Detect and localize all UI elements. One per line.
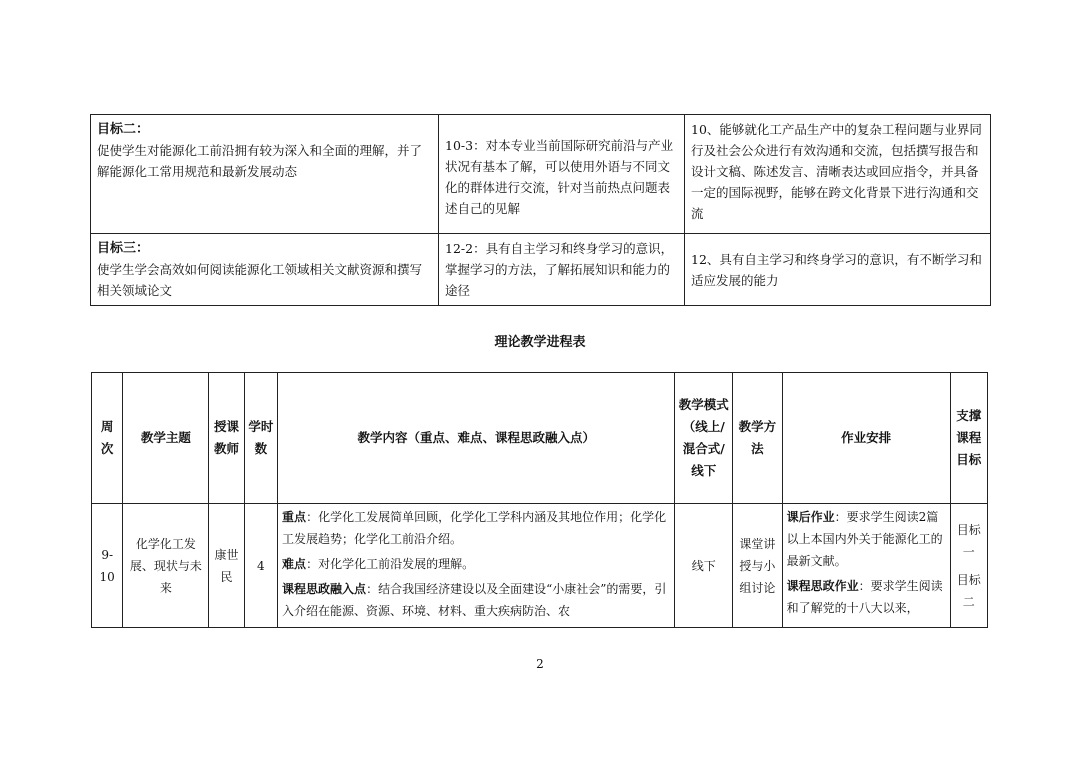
goal-2: 目标二: [956, 572, 981, 609]
objective-row: [91, 234, 991, 306]
page-number: 2: [536, 657, 544, 671]
ideology-point: [282, 578, 670, 622]
homework-item: [787, 506, 946, 572]
header-homework: 作业安排: [782, 373, 950, 504]
header-goal: 支撑课程目标: [950, 373, 987, 504]
header-week: 周次: [92, 373, 123, 504]
schedule-table: [91, 372, 988, 628]
homework-text: ：要求学生阅读2篇以上本国内外关于能源化工的最新文献。: [786, 510, 943, 568]
objective-description: 促使学生对能源化工前沿拥有较为深入和全面的理解，并了解能源化工常用规范和最新发展动态: [97, 143, 423, 179]
content-cell: [278, 504, 675, 628]
header-method: 教学方法: [733, 373, 783, 504]
indicator-cell: 12-2：具有自主学习和终身学习的意识，掌握学习的方法，了解拓展知识和能力的途径: [439, 234, 685, 306]
difficulty-point: [282, 553, 670, 575]
requirement-cell: 12、具有自主学习和终身学习的意识，有不断学习和适应发展的能力: [685, 234, 991, 306]
key-point-text: ：化学化工发展简单回顾，化学化工学科内涵及其地位作用；化学化工发展趋势；化学化工前沿介绍。: [282, 510, 667, 546]
homework-ideology-item: [787, 575, 946, 619]
homework-ideology-text: ：要求学生阅读和了解党的十八大以来，: [786, 579, 943, 615]
objective-description: 使学生学会高效如何阅读能源化工领域相关文献资源和撰写相关领域论文: [97, 262, 423, 298]
objective-description-cell: [91, 115, 439, 234]
schedule-row: [92, 504, 988, 628]
week-cell: 9-10: [92, 504, 123, 628]
objective-title: 目标二：: [97, 122, 150, 137]
ideology-text: ：结合我国经济建设以及全面建设“小康社会”的需要，引入介绍在能源、资源、环境、材料、重大疾病防治、农: [282, 582, 667, 618]
topic-cell: 化学化工发展、现状与未来: [123, 504, 209, 628]
header-mode: 教学模式（线上/混合式/线下: [675, 373, 733, 504]
header-content: 教学内容（重点、难点、课程思政融入点）: [278, 373, 675, 504]
header-hours: 学时数: [244, 373, 277, 504]
key-point: [282, 506, 670, 550]
header-topic: 教学主题: [123, 373, 209, 504]
goal-1: 目标一: [956, 522, 981, 559]
homework-ideology-label: 课程思政作业: [786, 579, 859, 593]
mode-cell: 线下: [675, 504, 733, 628]
objective-title: 目标三：: [97, 241, 150, 256]
homework-cell: [782, 504, 950, 628]
indicator-cell: 10-3：对本专业当前国际研究前沿与产业状况有基本了解，可以使用外语与不同文化的群体进行交流，针对当前热点问题表述自己的见解: [439, 115, 685, 234]
schedule-title: 理论教学进程表: [494, 335, 586, 350]
header-teacher: 授课教师: [209, 373, 244, 504]
objectives-table: [90, 114, 991, 306]
teacher-cell: 康世民: [209, 504, 244, 628]
method-cell: 课堂讲授与小组讨论: [733, 504, 783, 628]
requirement-cell: 10、能够就化工产品生产中的复杂工程问题与业界同行及社会公众进行有效沟通和交流，包括撰写报告和设计文稿、陈述发言、清晰表达或回应指令，并具备一定的国际视野，能够在跨文化背景下进行沟通和交流: [685, 115, 991, 234]
difficulty-text: ：对化学化工前沿发展的理解。: [306, 557, 475, 571]
key-point-label: 重点: [282, 510, 307, 524]
schedule-header-row: [92, 373, 988, 504]
objective-row: [91, 115, 991, 234]
hours-cell: 4: [244, 504, 277, 628]
ideology-label: 课程思政融入点: [282, 582, 367, 596]
goal-cell: [950, 504, 987, 628]
homework-label: 课后作业: [786, 510, 835, 524]
objective-description-cell: [91, 234, 439, 306]
difficulty-label: 难点: [282, 557, 307, 571]
